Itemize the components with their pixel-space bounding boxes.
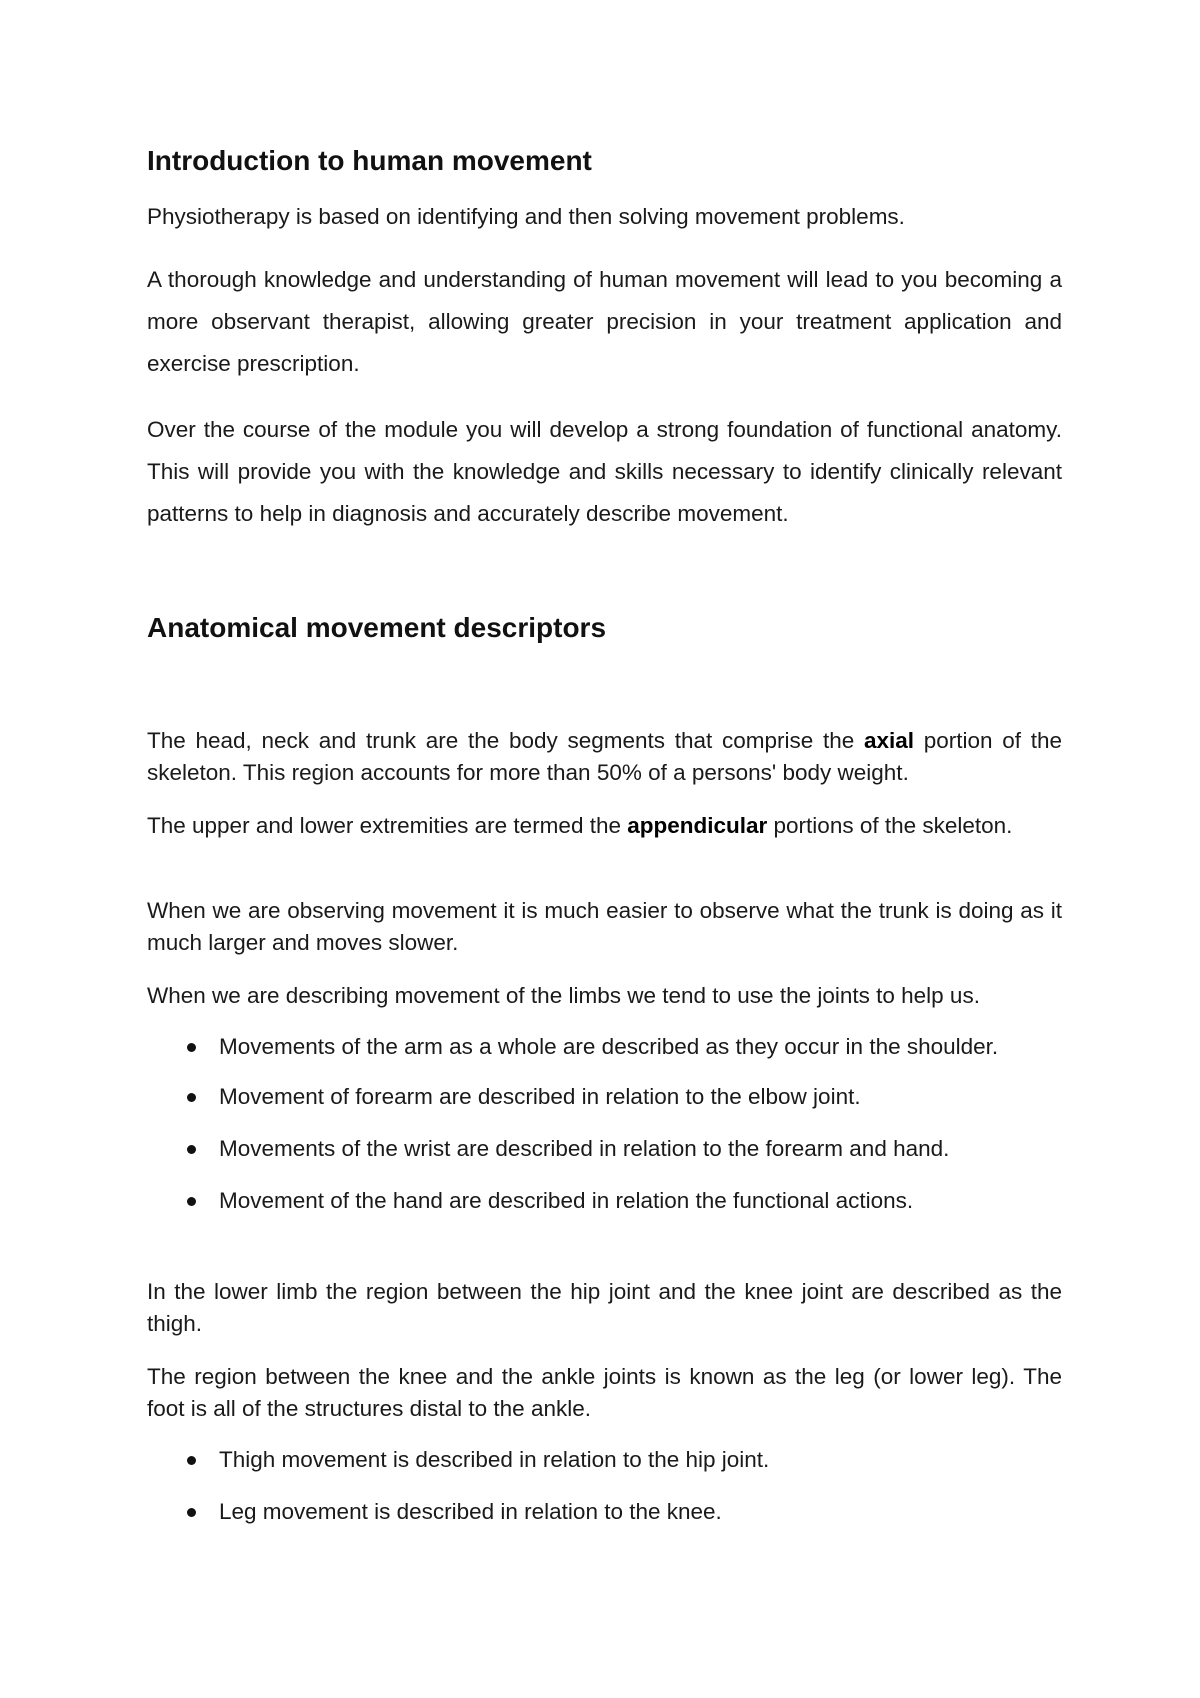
list-item-text: Movements of the arm as a whole are described as they occur in the shoulder. bbox=[219, 1034, 999, 1059]
paragraph-module: Over the course of the module you will develop a strong foundation of functional anatomy. This will provide you with the knowledge and skills necessary to identify clinically relevant patterns to help in diagnosis and accurately describe movement. bbox=[147, 417, 1062, 526]
list-item-text: Thigh movement is described in relation to the hip joint. bbox=[219, 1447, 770, 1472]
list-item bbox=[147, 1444, 1062, 1476]
paragraph-observing: When we are observing movement it is much easier to observe what the trunk is doing as it much larger and moves slower. bbox=[147, 898, 1062, 955]
bullet-icon bbox=[187, 1197, 196, 1206]
paragraph-axial bbox=[147, 725, 1062, 789]
list-item bbox=[147, 1496, 1062, 1528]
list-item-text: Movements of the wrist are described in relation to the forearm and hand. bbox=[219, 1136, 950, 1161]
paragraph-describing-limbs: When we are describing movement of the limbs we tend to use the joints to help us. bbox=[147, 983, 980, 1008]
paragraph-leg: The region between the knee and the ankle joints is known as the leg (or lower leg). The foot is all of the structures distal to the ankle. bbox=[147, 1364, 1062, 1421]
text-fragment: portion of the skeleton. This region accounts for more than 50% of a persons' body weight. bbox=[147, 728, 1062, 785]
bullet-list-upper-limb bbox=[147, 1031, 1062, 1237]
section-heading-intro: Introduction to human movement bbox=[147, 145, 592, 176]
list-item-text: Leg movement is described in relation to the knee. bbox=[219, 1499, 722, 1524]
bullet-icon bbox=[187, 1093, 196, 1102]
text-fragment: The head, neck and trunk are the body segments that comprise the bbox=[147, 728, 864, 753]
bold-term-axial: axial bbox=[863, 728, 915, 753]
bullet-icon bbox=[187, 1456, 196, 1465]
bullet-icon bbox=[187, 1508, 196, 1517]
list-item bbox=[147, 1031, 1062, 1063]
bullet-icon bbox=[187, 1043, 196, 1052]
section-heading-anatomical: Anatomical movement descriptors bbox=[147, 612, 607, 643]
list-item bbox=[147, 1081, 1062, 1113]
bullet-icon bbox=[187, 1145, 196, 1154]
paragraph-appendicular bbox=[147, 810, 1062, 842]
list-item bbox=[147, 1185, 1062, 1217]
list-item bbox=[147, 1133, 1062, 1165]
text-fragment: The upper and lower extremities are termed the bbox=[147, 813, 628, 838]
list-item-text: Movement of forearm are described in relation to the elbow joint. bbox=[219, 1084, 861, 1109]
paragraph-physiotherapy: Physiotherapy is based on identifying and then solving movement problems. bbox=[147, 204, 905, 229]
paragraph-thigh: In the lower limb the region between the hip joint and the knee joint are described as the thigh. bbox=[147, 1279, 1062, 1336]
text-fragment: portions of the skeleton. bbox=[767, 813, 1013, 838]
list-item-text: Movement of the hand are described in relation the functional actions. bbox=[219, 1188, 914, 1213]
bullet-list-lower-limb bbox=[147, 1444, 1062, 1548]
bold-term-appendicular: appendicular bbox=[627, 813, 768, 838]
paragraph-knowledge: A thorough knowledge and understanding of human movement will lead to you becoming a more observant therapist, allowing greater precision in your treatment application and exercise prescription. bbox=[147, 267, 1062, 376]
